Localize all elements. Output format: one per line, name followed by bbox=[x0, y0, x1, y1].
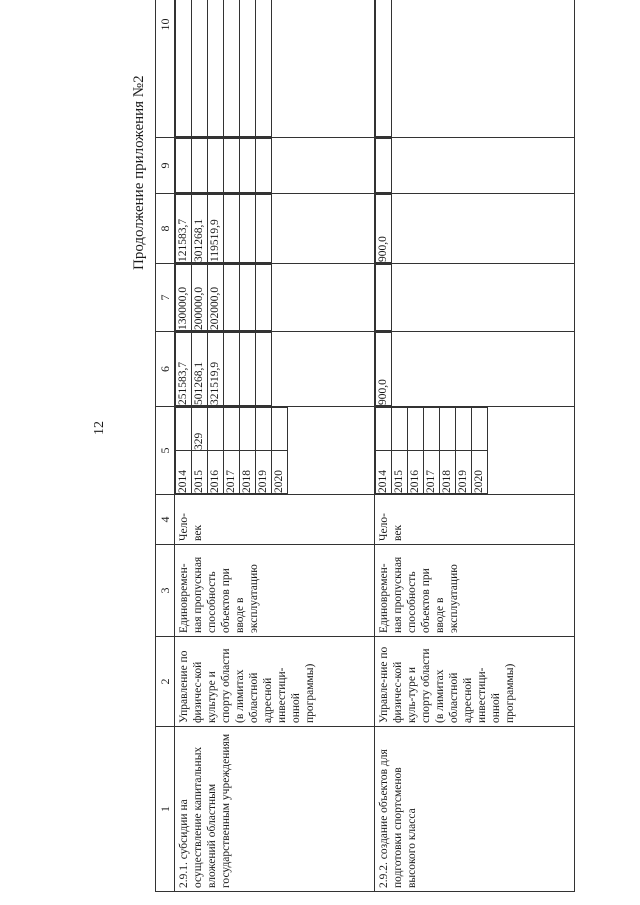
col9-list bbox=[175, 138, 272, 193]
page-number: 12 bbox=[92, 421, 107, 435]
federal-funding bbox=[256, 265, 272, 331]
total-funding bbox=[256, 333, 272, 406]
column-number-row bbox=[156, 0, 175, 892]
year: 2019 bbox=[456, 451, 472, 494]
unit: Чело-век bbox=[378, 513, 404, 541]
col10-list bbox=[375, 0, 392, 137]
target-value bbox=[272, 408, 288, 451]
total-funding: 501268,1 bbox=[192, 333, 208, 406]
table-row bbox=[175, 0, 375, 892]
col-header-1: 1 bbox=[156, 727, 175, 892]
page-title: Продолжение приложения №2 bbox=[131, 75, 147, 270]
year: 2014 bbox=[176, 451, 192, 494]
regional-funding bbox=[256, 195, 272, 263]
target-value bbox=[176, 408, 192, 451]
federal-funding bbox=[376, 265, 392, 331]
total-funding-list bbox=[175, 332, 272, 406]
col-header-8: 8 bbox=[156, 194, 175, 264]
year: 2017 bbox=[224, 451, 240, 494]
program-table bbox=[155, 0, 575, 892]
executor: Управление по физичес-кой культуре и спорту области (в лимитах областной адресной инвестици-онной программы) bbox=[178, 648, 316, 723]
year: 2015 bbox=[192, 451, 208, 494]
target-value bbox=[224, 408, 240, 451]
regional-funding-list bbox=[175, 194, 272, 263]
federal-funding: 130000,0 bbox=[176, 265, 192, 331]
measure-name: 2.9.2. создание объектов для подготовки спортсменов высокого класса bbox=[378, 749, 418, 888]
target-value bbox=[240, 408, 256, 451]
target-value bbox=[440, 408, 456, 451]
federal-funding bbox=[240, 265, 256, 331]
federal-funding bbox=[224, 265, 240, 331]
col-header-5: 5 bbox=[156, 407, 175, 495]
regional-funding: 119519,9 bbox=[208, 195, 224, 263]
year: 2018 bbox=[240, 451, 256, 494]
year-value-list bbox=[375, 407, 488, 494]
col10-list bbox=[175, 0, 272, 137]
federal-funding: 202000,0 bbox=[208, 265, 224, 331]
measure-name: 2.9.1. субсидии на осуществление капитальных вложений областным государственным учреждениям bbox=[178, 733, 232, 888]
total-funding bbox=[224, 333, 240, 406]
col-header-9: 9 bbox=[156, 138, 175, 194]
col-header-4: 4 bbox=[156, 495, 175, 545]
year: 2020 bbox=[272, 451, 288, 494]
regional-funding bbox=[224, 195, 240, 263]
table-row bbox=[375, 0, 575, 892]
target-value bbox=[256, 408, 272, 451]
year: 2016 bbox=[208, 451, 224, 494]
col9-list bbox=[375, 138, 392, 193]
total-funding: 251583,7 bbox=[176, 333, 192, 406]
federal-funding: 200000,0 bbox=[192, 265, 208, 331]
regional-funding-list bbox=[375, 194, 392, 263]
year: 2015 bbox=[392, 451, 408, 494]
year: 2016 bbox=[408, 451, 424, 494]
federal-funding-list bbox=[375, 264, 392, 331]
year-value-list bbox=[175, 407, 288, 494]
total-funding: 321519,9 bbox=[208, 333, 224, 406]
target-value bbox=[472, 408, 488, 451]
target-value bbox=[376, 408, 392, 451]
unit: Чело-век bbox=[178, 513, 204, 541]
total-funding: 900,0 bbox=[376, 333, 392, 406]
col-header-7: 7 bbox=[156, 264, 175, 332]
regional-funding bbox=[240, 195, 256, 263]
col-header-10: 10 bbox=[156, 0, 175, 138]
indicator: Единовремен-ная пропускная способность объектов при вводе в эксплуатацию bbox=[178, 556, 260, 633]
col-header-3: 3 bbox=[156, 545, 175, 637]
year: 2014 bbox=[376, 451, 392, 494]
year: 2017 bbox=[424, 451, 440, 494]
year: 2018 bbox=[440, 451, 456, 494]
executor: Управле-ние по физичес-кой куль-туре и спорту области (в лимитах областной адресной инвестици-онной программы) bbox=[378, 646, 516, 723]
regional-funding: 121583,7 bbox=[176, 195, 192, 263]
year: 2019 bbox=[256, 451, 272, 494]
total-funding bbox=[240, 333, 256, 406]
target-value bbox=[424, 408, 440, 451]
target-value bbox=[456, 408, 472, 451]
col-header-6: 6 bbox=[156, 332, 175, 407]
col-header-2: 2 bbox=[156, 637, 175, 727]
federal-funding-list bbox=[175, 264, 272, 331]
year: 2020 bbox=[472, 451, 488, 494]
target-value bbox=[208, 408, 224, 451]
indicator: Единовремен-ная пропускная способность объектов при вводе в эксплуатацию bbox=[378, 556, 460, 633]
target-value bbox=[392, 408, 408, 451]
regional-funding: 301268,1 bbox=[192, 195, 208, 263]
regional-funding: 900,0 bbox=[376, 195, 392, 263]
target-value: 329 bbox=[192, 408, 208, 451]
target-value bbox=[408, 408, 424, 451]
total-funding-list bbox=[375, 332, 392, 406]
